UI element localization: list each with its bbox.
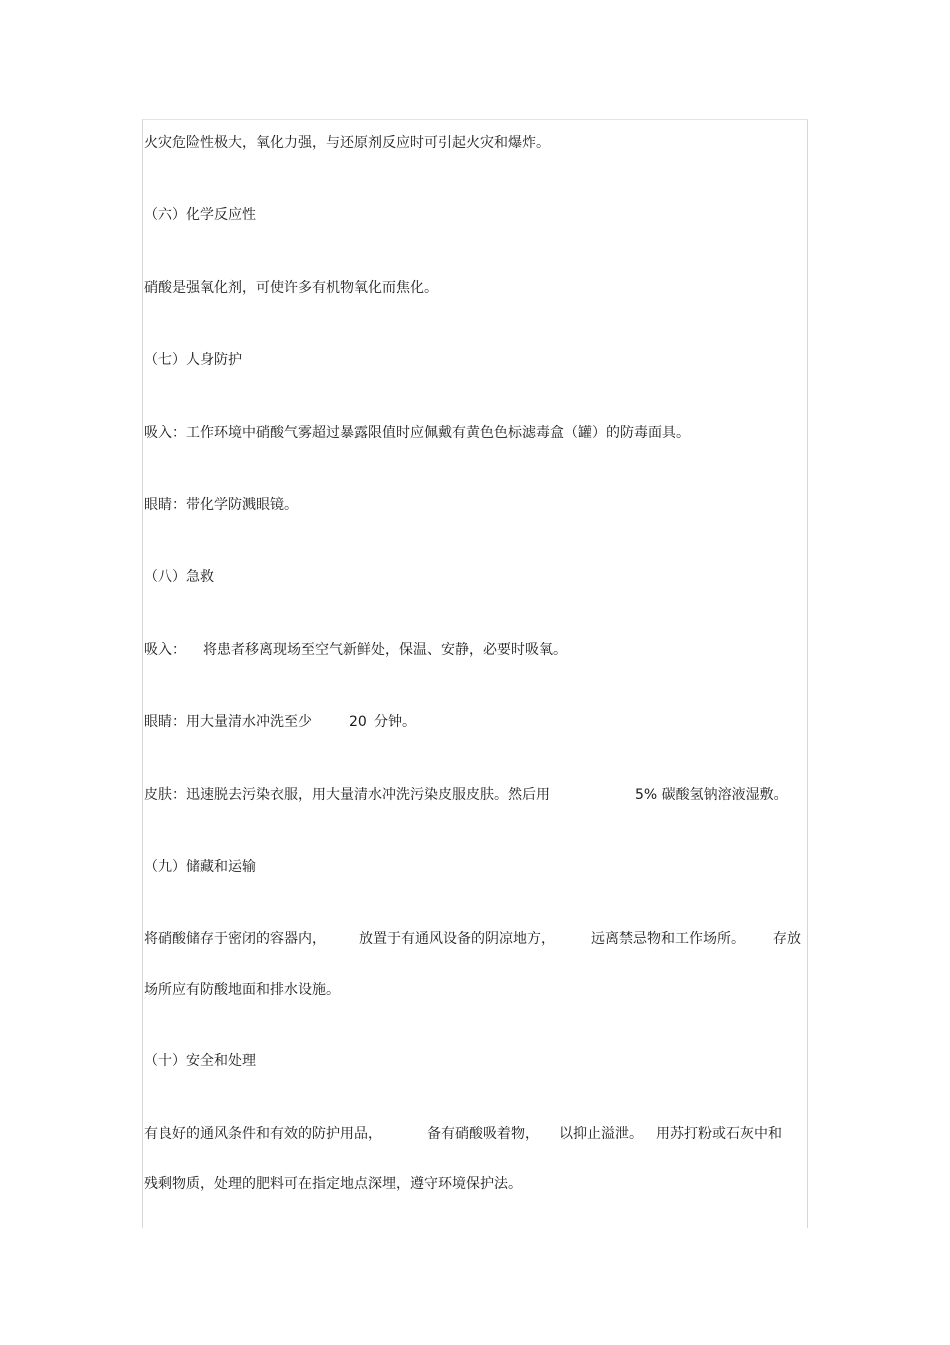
paragraph-storage-line1 [144,930,804,948]
firstaid-skin-solution: 5% 碳酸氢钠溶液湿敷。 [635,787,788,803]
storage-segment-3: 远离禁忌物和工作场所。 [591,931,745,947]
firstaid-inhalation-label: 吸入： [144,642,186,658]
paragraph-disposal-line1 [144,1125,804,1143]
paragraph-firstaid-inhalation [144,641,804,659]
paragraph-firstaid-eyes [144,713,804,731]
paragraph-storage-line2: 场所应有防酸地面和排水设施。 [144,982,340,998]
disposal-segment-1: 有良好的通风条件和有效的防护用品， [144,1126,382,1142]
firstaid-eyes-unit: 分钟。 [374,714,416,730]
disposal-segment-3: 以抑止溢泄。 [559,1126,643,1142]
paragraph-fire-hazard: 火灾危险性极大，氧化力强，与还原剂反应时可引起火灾和爆炸。 [144,135,550,151]
heading-personal-protection: （七）人身防护 [144,352,242,368]
paragraph-protection-inhalation: 吸入：工作环境中硝酸气雾超过暴露限值时应佩戴有黄色色标滤毒盒（罐）的防毒面具。 [144,425,690,441]
disposal-segment-4: 用苏打粉或石灰中和 [656,1126,782,1142]
firstaid-eyes-text: 眼睛：用大量清水冲洗至少 [144,714,312,730]
paragraph-disposal-line2: 残剩物质，处理的肥料可在指定地点深埋，遵守环境保护法。 [144,1176,522,1192]
storage-segment-1: 将硝酸储存于密闭的容器内， [144,931,326,947]
storage-segment-4: 存放 [773,931,801,947]
disposal-segment-2: 备有硝酸吸着物， [427,1126,539,1142]
heading-first-aid: （八）急救 [144,569,214,585]
firstaid-skin-text: 皮肤：迅速脱去污染衣服，用大量清水冲洗污染皮服皮肤。然后用 [144,787,550,803]
firstaid-eyes-minutes: 20 [349,714,367,730]
heading-safety-disposal: （十）安全和处理 [144,1053,256,1069]
heading-chemical-reactivity: （六）化学反应性 [144,207,256,223]
paragraph-reactivity: 硝酸是强氧化剂，可使许多有机物氧化而焦化。 [144,280,438,296]
paragraph-protection-eyes: 眼睛：带化学防溅眼镜。 [144,497,298,513]
heading-storage-transport: （九）储藏和运输 [144,859,256,875]
paragraph-firstaid-skin [144,786,804,804]
storage-segment-2: 放置于有通风设备的阴凉地方， [359,931,555,947]
firstaid-inhalation-text: 将患者移离现场至空气新鲜处，保温、安静，必要时吸氧。 [203,642,567,658]
